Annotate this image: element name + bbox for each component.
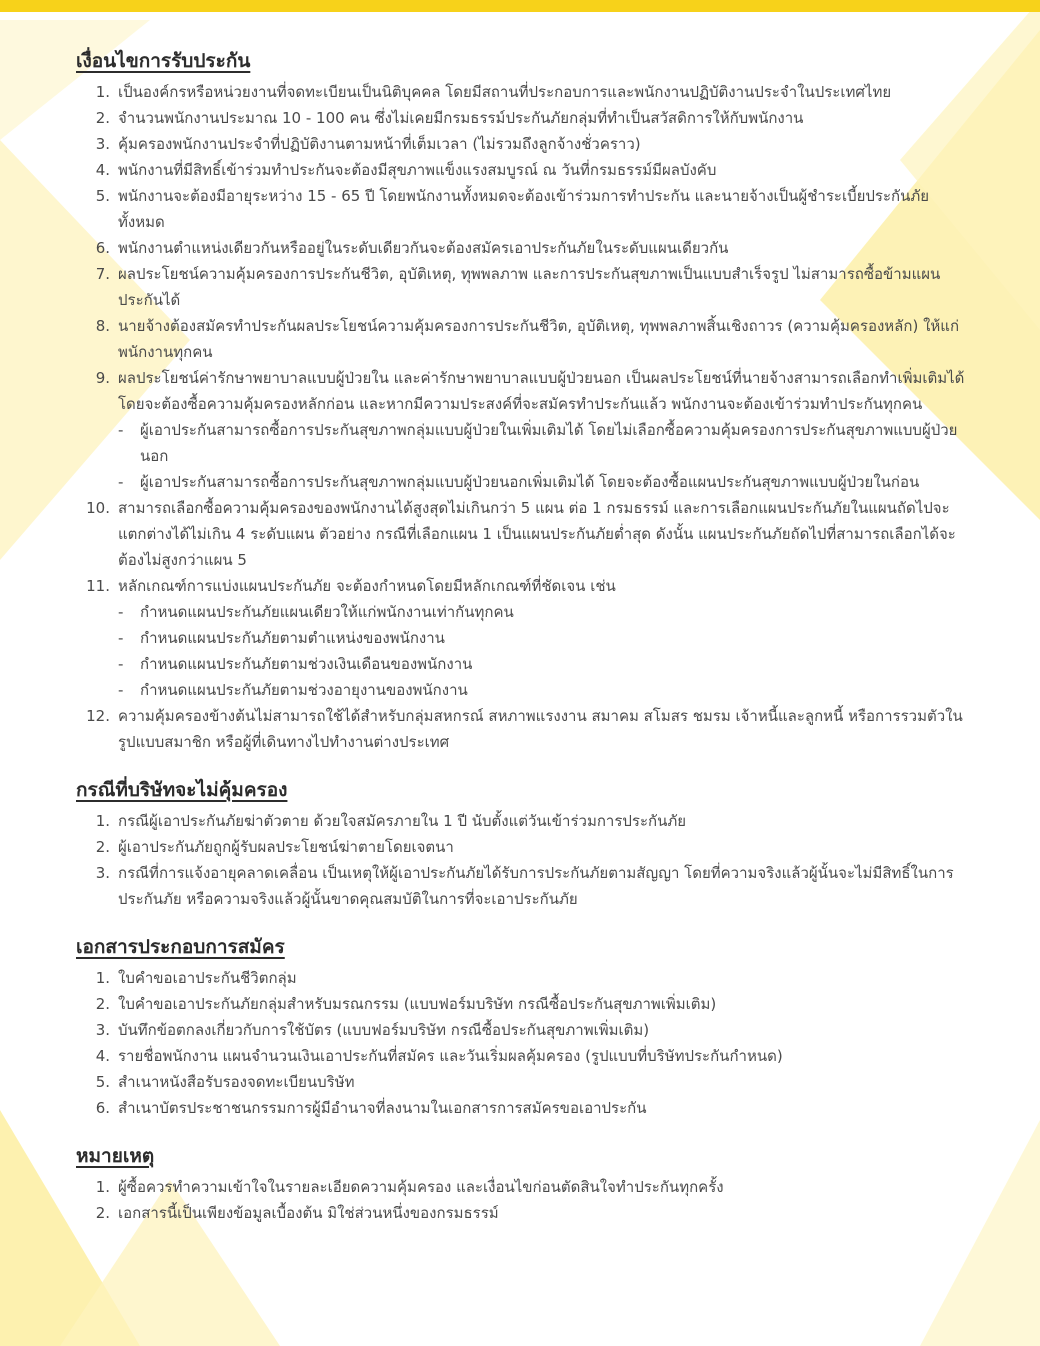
item-number: 7. [95, 265, 110, 283]
section-exclusions [76, 777, 966, 912]
item-text: เป็นองค์กรหรือหน่วยงานที่จดทะเบียนเป็นนิติบุคคล โดยมีสถานที่ประกอบการและพนักงานปฏิบัติงานประจำในประเทศไทย [118, 83, 892, 101]
sub-item-text: กำหนดแผนประกันภัยแผนเดียวให้แก่พนักงานเท่ากันทุกคน [140, 603, 514, 621]
section-remarks [76, 1143, 966, 1226]
list-item [76, 183, 966, 235]
remark-list [76, 1174, 966, 1226]
item-number: 3. [95, 1021, 110, 1039]
item-text: สามารถเลือกซื้อความคุ้มครองของพนักงานได้สูงสุดไม่เกินกว่า 5 แผน ต่อ 1 กรมธรรม์ และการเลือกแผนประกันภัยในแผนถัดไปจะแตกต่างได้ไม่เกิน 4 ระดับแผน ตัวอย่าง กรณีที่เลือกแผน 1 เป็นแผนประกันภัยต่ำสุด ดังนั้น แผนประกันภัยถัดไปที่สามารถเลือกได้จะต้องไม่สูงกว่าแผน 5 [118, 499, 956, 569]
list-item [76, 1017, 966, 1043]
item-number: 3. [95, 135, 110, 153]
list-item [76, 313, 966, 365]
dash-bullet: - [118, 655, 124, 673]
sub-item-text: ผู้เอาประกันสามารถซื้อการประกันสุขภาพกลุ่มแบบผู้ป่วยนอกเพิ่มเติมได้ โดยจะต้องซื้อแผนประกันสุขภาพแบบผู้ป่วยในก่อน [140, 473, 920, 491]
list-item [76, 157, 966, 183]
item-number: 6. [95, 239, 110, 257]
sub-list-item [118, 599, 966, 625]
sub-item-text: กำหนดแผนประกันภัยตามช่วงอายุงานของพนักงาน [140, 681, 468, 699]
item-text: ผู้ซื้อควรทำความเข้าใจในรายละเอียดความคุ้มครอง และเงื่อนไขก่อนตัดสินใจทำประกันทุกครั้ง [118, 1178, 724, 1196]
top-accent-bar [0, 0, 1040, 12]
exclusion-list [76, 808, 966, 912]
item-number: 4. [95, 161, 110, 179]
item-number: 5. [95, 187, 110, 205]
item-number: 8. [95, 317, 110, 335]
item-text: ใบคำขอเอาประกันชีวิตกลุ่ม [118, 969, 297, 987]
list-item [76, 235, 966, 261]
list-item [76, 261, 966, 313]
section-documents [76, 934, 966, 1121]
sub-item-text: กำหนดแผนประกันภัยตามช่วงเงินเดือนของพนักงาน [140, 655, 473, 673]
sub-list [118, 599, 966, 703]
item-text: ความคุ้มครองข้างต้นไม่สามารถใช้ได้สำหรับกลุ่มสหกรณ์ สหภาพแรงงาน สมาคม สโมสร ชมรม เจ้าหนี้และลูกหนี้ หรือการรวมตัวในรูปแบบสมาชิก หรือผู้ที่เดินทางไปทำงานต่างประเทศ [118, 707, 963, 751]
item-text: ผู้เอาประกันภัยถูกผู้รับผลประโยชน์ฆ่าตายโดยเจตนา [118, 838, 454, 856]
dash-bullet: - [118, 421, 124, 439]
item-number: 1. [95, 812, 110, 830]
list-item [76, 105, 966, 131]
item-number: 2. [95, 1204, 110, 1222]
item-number: 11. [86, 577, 110, 595]
list-item [76, 1095, 966, 1121]
item-number: 1. [95, 969, 110, 987]
list-item [76, 1069, 966, 1095]
item-text: รายชื่อพนักงาน แผนจำนวนเงินเอาประกันที่สมัคร และวันเริ่มผลคุ้มครอง (รูปแบบที่บริษัทประกันกำหนด) [118, 1047, 783, 1065]
section-conditions [76, 48, 966, 755]
condition-list [76, 79, 966, 755]
item-text: พนักงานที่มีสิทธิ์เข้าร่วมทำประกันจะต้องมีสุขภาพแข็งแรงสมบูรณ์ ณ วันที่กรมธรรม์มีผลบังคับ [118, 161, 717, 179]
item-text: จำนวนพนักงานประมาณ 10 - 100 คน ซึ่งไม่เคยมีกรมธรรม์ประกันภัยกลุ่มที่ทำเป็นสวัสดิการให้กับพนักงาน [118, 109, 804, 127]
list-item [76, 860, 966, 912]
item-number: 9. [95, 369, 110, 387]
sub-list-item [118, 625, 966, 651]
sub-list-item [118, 677, 966, 703]
list-item [76, 131, 966, 157]
section-title: กรณีที่บริษัทจะไม่คุ้มครอง [76, 779, 288, 801]
document-content [76, 48, 966, 1248]
list-item [76, 495, 966, 573]
item-number: 10. [86, 499, 110, 517]
section-title: เงื่อนไขการรับประกัน [76, 50, 251, 72]
item-text: หลักเกณฑ์การแบ่งแผนประกันภัย จะต้องกำหนดโดยมีหลักเกณฑ์ที่ชัดเจน เช่น [118, 577, 616, 595]
dash-bullet: - [118, 681, 124, 699]
item-number: 2. [95, 995, 110, 1013]
list-item [76, 991, 966, 1017]
list-item [76, 573, 966, 703]
list-item [76, 965, 966, 991]
item-number: 4. [95, 1047, 110, 1065]
item-text: บันทึกข้อตกลงเกี่ยวกับการใช้บัตร (แบบฟอร์มบริษัท กรณีซื้อประกันสุขภาพเพิ่มเติม) [118, 1021, 650, 1039]
item-text: พนักงานจะต้องมีอายุระหว่าง 15 - 65 ปี โดยพนักงานทั้งหมดจะต้องเข้าร่วมการทำประกัน และนายจ้างเป็นผู้ชำระเบี้ยประกันภัยทั้งหมด [118, 187, 930, 231]
section-title: เอกสารประกอบการสมัคร [76, 936, 285, 958]
item-text: นายจ้างต้องสมัครทำประกันผลประโยชน์ความคุ้มครองการประกันชีวิต, อุบัติเหตุ, ทุพพลภาพสิ้นเชิงถาวร (ความคุ้มครองหลัก) ให้แก่พนักงานทุกคน [118, 317, 960, 361]
item-text: ผลประโยชน์ความคุ้มครองการประกันชีวิต, อุบัติเหตุ, ทุพพลภาพ และการประกันสุขภาพเป็นแบบสำเร็จรูป ไม่สามารถซื้อข้ามแผนประกันได้ [118, 265, 941, 309]
sub-list [118, 417, 966, 495]
sub-item-text: กำหนดแผนประกันภัยตามตำแหน่งของพนักงาน [140, 629, 445, 647]
sub-list-item [118, 651, 966, 677]
dash-bullet: - [118, 629, 124, 647]
item-text: ผลประโยชน์ค่ารักษาพยาบาลแบบผู้ป่วยใน และค่ารักษาพยาบาลแบบผู้ป่วยนอก เป็นผลประโยชน์ที่นายจ้างสามารถเลือกทำเพิ่มเติมได้ โดยจะต้องซื้อความคุ้มครองหลักก่อน และหากมีความประสงค์ที่จะสมัครทำประกันแล้ว พนักงานจะต้องเข้าร่วมทำประกันทุกคน [118, 369, 965, 413]
sub-item-text: ผู้เอาประกันสามารถซื้อการประกันสุขภาพกลุ่มแบบผู้ป่วยในเพิ่มเติมได้ โดยไม่เลือกซื้อความคุ้มครองการประกันสุขภาพแบบผู้ป่วยนอก [140, 421, 958, 465]
list-item [76, 1043, 966, 1069]
item-number: 5. [95, 1073, 110, 1091]
item-number: 6. [95, 1099, 110, 1117]
item-number: 1. [95, 1178, 110, 1196]
dash-bullet: - [118, 473, 124, 491]
item-number: 2. [95, 109, 110, 127]
item-text: กรณีผู้เอาประกันภัยฆ่าตัวตาย ด้วยใจสมัครภายใน 1 ปี นับตั้งแต่วันเข้าร่วมการประกันภัย [118, 812, 687, 830]
document-list [76, 965, 966, 1121]
sub-list-item [118, 469, 966, 495]
item-number: 1. [95, 83, 110, 101]
item-text: เอกสารนี้เป็นเพียงข้อมูลเบื้องต้น มิใช่ส่วนหนึ่งของกรมธรรม์ [118, 1204, 499, 1222]
dash-bullet: - [118, 603, 124, 621]
list-item [76, 808, 966, 834]
section-title: หมายเหตุ [76, 1145, 155, 1167]
list-item [76, 1174, 966, 1200]
list-item [76, 703, 966, 755]
list-item [76, 79, 966, 105]
list-item [76, 834, 966, 860]
item-text: สำเนาหนังสือรับรองจดทะเบียนบริษัท [118, 1073, 355, 1091]
list-item [76, 365, 966, 495]
item-text: พนักงานตำแหน่งเดียวกันหรืออยู่ในระดับเดียวกันจะต้องสมัครเอาประกันภัยในระดับแผนเดียวกัน [118, 239, 729, 257]
item-number: 2. [95, 838, 110, 856]
item-text: คุ้มครองพนักงานประจำที่ปฏิบัติงานตามหน้าที่เต็มเวลา (ไม่รวมถึงลูกจ้างชั่วคราว) [118, 135, 641, 153]
item-number: 12. [86, 707, 110, 725]
list-item [76, 1200, 966, 1226]
item-text: กรณีที่การแจ้งอายุคลาดเคลื่อน เป็นเหตุให้ผู้เอาประกันภัยได้รับการประกันภัยตามสัญญา โดยที่ความจริงแล้วผู้นั้นจะไม่มีสิทธิ์ในการประกันภัย หรือความจริงแล้วผู้นั้นขาดคุณสมบัติในการที่จะเอาประกันภัย [118, 864, 954, 908]
item-text: ใบคำขอเอาประกันภัยกลุ่มสำหรับมรณกรรม (แบบฟอร์มบริษัท กรณีซื้อประกันสุขภาพเพิ่มเติม) [118, 995, 717, 1013]
item-text: สำเนาบัตรประชาชนกรรมการผู้มีอำนาจที่ลงนามในเอกสารการสมัครขอเอาประกัน [118, 1099, 647, 1117]
sub-list-item [118, 417, 966, 469]
item-number: 3. [95, 864, 110, 882]
